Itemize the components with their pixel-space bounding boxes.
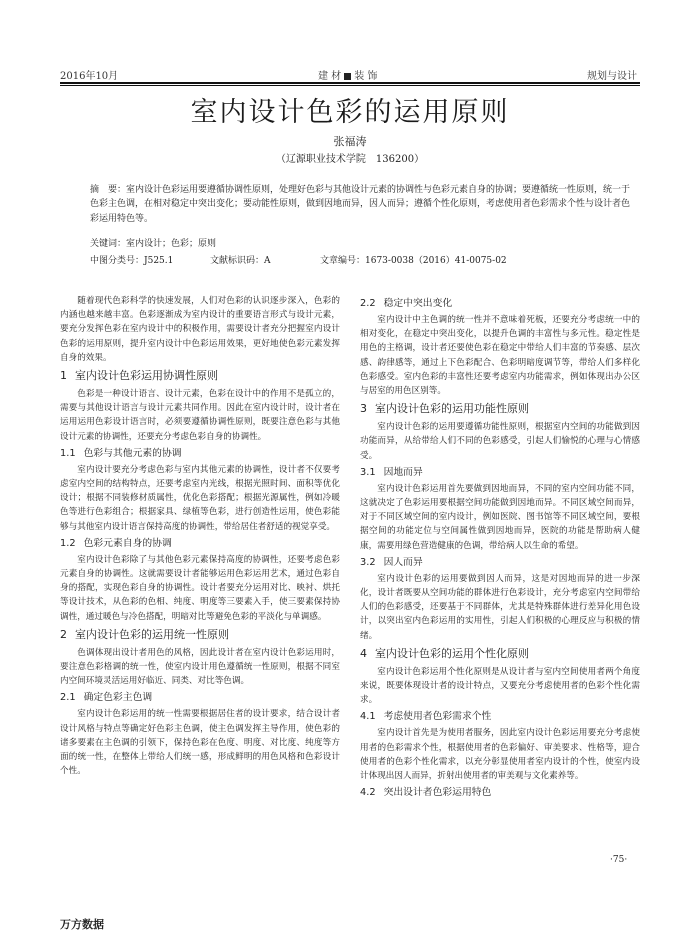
- author: 张福涛: [333, 135, 367, 148]
- paragraph: 室内设计色彩运用的统一性需要根据居住者的设计要求，结合设计者设计风格与特点等确定好色彩主色调，使主色调发挥主导作用，使色彩的诸多要素在主色调的引领下，保持色彩在色度、明度、对比度、纯度等方面的统一性，在整体上带给人们统一感，形成鲜明的用色风格和色彩设计个性。: [60, 709, 340, 777]
- section-heading: [360, 401, 640, 417]
- page-number: ·75·: [610, 855, 628, 865]
- header-rule-thin: [60, 85, 640, 86]
- section-title: 突出设计者色彩运用特色: [383, 787, 492, 799]
- paragraph: 室内设计色彩的运用要做到因人而异，这是对因地而异的进一步深化，设计者既要从空间功能的群体进行色彩设计，充分考虑室内空间带给人们的色彩感受，还要基于不同群体，尤其是特殊群体进行差异化用色设计，以突出室内色彩运用的实用性，引起人们积极的心理反应与积极的情绪。: [360, 573, 640, 641]
- keywords: 关键词：室内设计；色彩；原则: [90, 239, 217, 249]
- paragraph: 室内设计色彩运用个性化原则是从设计者与室内空间使用者两个角度来说，既要体现设计者的设计特点，又要充分考虑使用者的色彩个性化需求。: [360, 666, 640, 706]
- footer-watermark: 万方数据: [60, 918, 104, 931]
- article-number: 文章编号：1673-0038（2016）41-0075-02: [320, 256, 507, 266]
- classification-line: [90, 254, 635, 268]
- header-section: 规划与设计: [587, 71, 637, 82]
- paragraph: 室内设计中主色调的统一性并不意味着死板，还要充分考虑统一中的相对变化，在稳定中突出变化，以提升色调的丰富性与多元性。稳定性是用色的主格调，设计者还要使色彩在稳定中带给人们丰富的节奏感、层次感、韵律感等，通过上下色彩配合、色彩明暗度调节等，带给人们多样化色彩感受。室内色彩的丰富性还要考虑室内功能需求，例如体现出办公区与居室的用色区别等。: [360, 315, 640, 397]
- section-number: 3: [360, 402, 367, 416]
- section-heading: [60, 627, 340, 643]
- header-rule-thick: [60, 82, 640, 84]
- section-title: 室内设计色彩的运用统一性原则: [75, 627, 229, 641]
- section-number: 1: [60, 369, 67, 383]
- section-heading: [360, 646, 640, 662]
- section-heading: [360, 296, 640, 311]
- section-number: 2.1: [60, 692, 76, 704]
- abstract: [90, 183, 635, 226]
- paragraph: 色调体现出设计者用色的风格，因此设计者在室内设计色彩运用时，要注意色彩格调的统一性，使室内设计用色遵循统一性原则，根据不同室内空间环境灵活运用好临近、同类、对比等色调。: [60, 647, 340, 687]
- right-column: [360, 294, 640, 802]
- section-title: 色彩与其他元素的协调: [83, 447, 182, 459]
- abstract-label: 摘 要：: [90, 185, 127, 195]
- section-heading: [360, 709, 640, 724]
- header-journal-left: 建 材: [318, 71, 342, 82]
- section-heading: [60, 690, 340, 705]
- header-date: 2016年10月: [60, 71, 119, 82]
- section-heading: [360, 465, 640, 480]
- section-number: 4.2: [360, 787, 376, 799]
- left-column: [60, 294, 340, 779]
- section-number: 1.2: [60, 537, 76, 549]
- section-title: 考虑使用者色彩需求个性: [383, 711, 492, 723]
- paragraph: 室内设计色彩除了与其他色彩元素保持高度的协调性，还要考虑色彩元素自身的协调性。这就需要设计者能够运用色彩运用艺术，通过色彩自身的搭配，实现色彩自身的协调性。设计者要充分运用对比、映衬、烘托等设计技术，从色彩的色相、纯度、明度等三要素入手，使三要素保持协调性，通过暖色与冷色搭配，明暗对比等避免色彩的平淡化与单调感。: [60, 554, 340, 622]
- section-title: 因地而异: [383, 466, 423, 478]
- section-number: 2: [60, 627, 67, 641]
- affiliation: （辽源职业技术学院 136200）: [275, 154, 425, 165]
- section-heading: [60, 446, 340, 461]
- section-title: 因人而异: [383, 556, 423, 568]
- section-heading: [60, 368, 340, 384]
- document-code: 文献标识码：A: [210, 256, 271, 266]
- section-heading: [360, 555, 640, 570]
- paragraph: 色彩是一种设计语言、设计元素，色彩在设计中的作用不是孤立的，需要与其他设计语言与设计元素共同作用。因此在室内设计时，设计者在运用运用色彩设计语言时，必须要遵循协调性原则，既要注意色彩与其他设计元素的协调性，还要充分考虑色彩自身的协调性。: [60, 389, 340, 442]
- page-title: 室内设计色彩的运用原则: [190, 97, 510, 128]
- section-heading: [360, 785, 640, 800]
- square-icon: [344, 73, 351, 80]
- section-number: 4.1: [360, 711, 376, 723]
- header-journal: [318, 67, 377, 82]
- section-number: 3.2: [360, 556, 376, 568]
- abstract-text: 室内设计色彩运用要遵循协调性原则，处理好色彩与其他设计元素的协调性与色彩元素自身的协调；要遵循统一性原则，统一于色彩主色调，在相对稳定中突出变化；要动能性原则，做到因地而异，因人而异；遵循个性化原则，考虑使用者色彩需求个性与设计者色彩运用特色等。: [90, 185, 631, 224]
- clc-number: 中图分类号：J525.1: [90, 256, 174, 266]
- section-title: 室内设计色彩的运用个性化原则: [375, 646, 529, 660]
- section-title: 色彩元素自身的协调: [83, 537, 172, 549]
- section-number: 4: [360, 646, 367, 660]
- paragraph: 室内设计色彩的运用要遵循功能性原则，根据室内空间的功能做到因功能而异，从给带给人们不同的色彩感受，引起人们愉悦的心理与心情感受。: [360, 422, 640, 461]
- section-title: 稳定中突出变化: [383, 298, 453, 309]
- section-title: 室内设计色彩的运用功能性原则: [375, 402, 529, 416]
- section-number: 2.2: [360, 298, 376, 309]
- paragraph: 室内设计首先是为使用者服务，因此室内设计色彩运用要充分考虑使用者的色彩需求个性，根据使用者的色彩偏好、审美要求、性格等，迎合使用者的色彩个性化需求，以充分彰显使用者室内设计的个性，使室内设计体现出因人而异，折射出使用者的审美观与文化素养等。: [360, 728, 640, 782]
- header-journal-right: 装 饰: [354, 71, 378, 82]
- section-title: 确定色彩主色调: [83, 692, 153, 704]
- paragraph: 室内设计要充分考虑色彩与室内其他元素的协调性，设计者不仅要考虑室内空间的结构特点，还要考虑室内光线，根据光照时间、面积等优化设计；根据不同装修材质属性，优化色彩搭配；根据光源属性，例如冷暖色等进行色彩组合；根据家具、绿植等色彩，进行创造性运用，使色彩能够与其他室内设计语言保持高度的协调性，带给居住者舒适的视觉享受。: [60, 464, 340, 532]
- paragraph: 随着现代色彩科学的快速发展，人们对色彩的认识逐步深入，色彩的内涵也越来越丰富。色彩逐渐成为室内设计的重要语言形式与设计元素，要充分发挥色彩在室内设计中的积极作用，需要设计者充分把握室内设计色彩的运用原则，提升室内设计中色彩运用效果，更好地使色彩元素发挥自身的效果。: [60, 296, 340, 363]
- paragraph: 室内设计色彩运用首先要做到因地而异，不同的室内空间功能不同，这就决定了色彩运用要根据空间功能做到因地而异。不同区域空间而异，对于不同区域空间的室内设计，例如医院、图书馆等不同区域空间，要根据空间的功能定位与空间属性做到因地而异，医院的功能是帮助病人健康，需要用绿色营造健康的色调，带给病人以生命的希望。: [360, 483, 640, 551]
- section-number: 1.1: [60, 447, 76, 459]
- section-number: 3.1: [360, 466, 376, 478]
- section-title: 室内设计色彩运用协调性原则: [75, 369, 218, 383]
- section-heading: [60, 536, 340, 551]
